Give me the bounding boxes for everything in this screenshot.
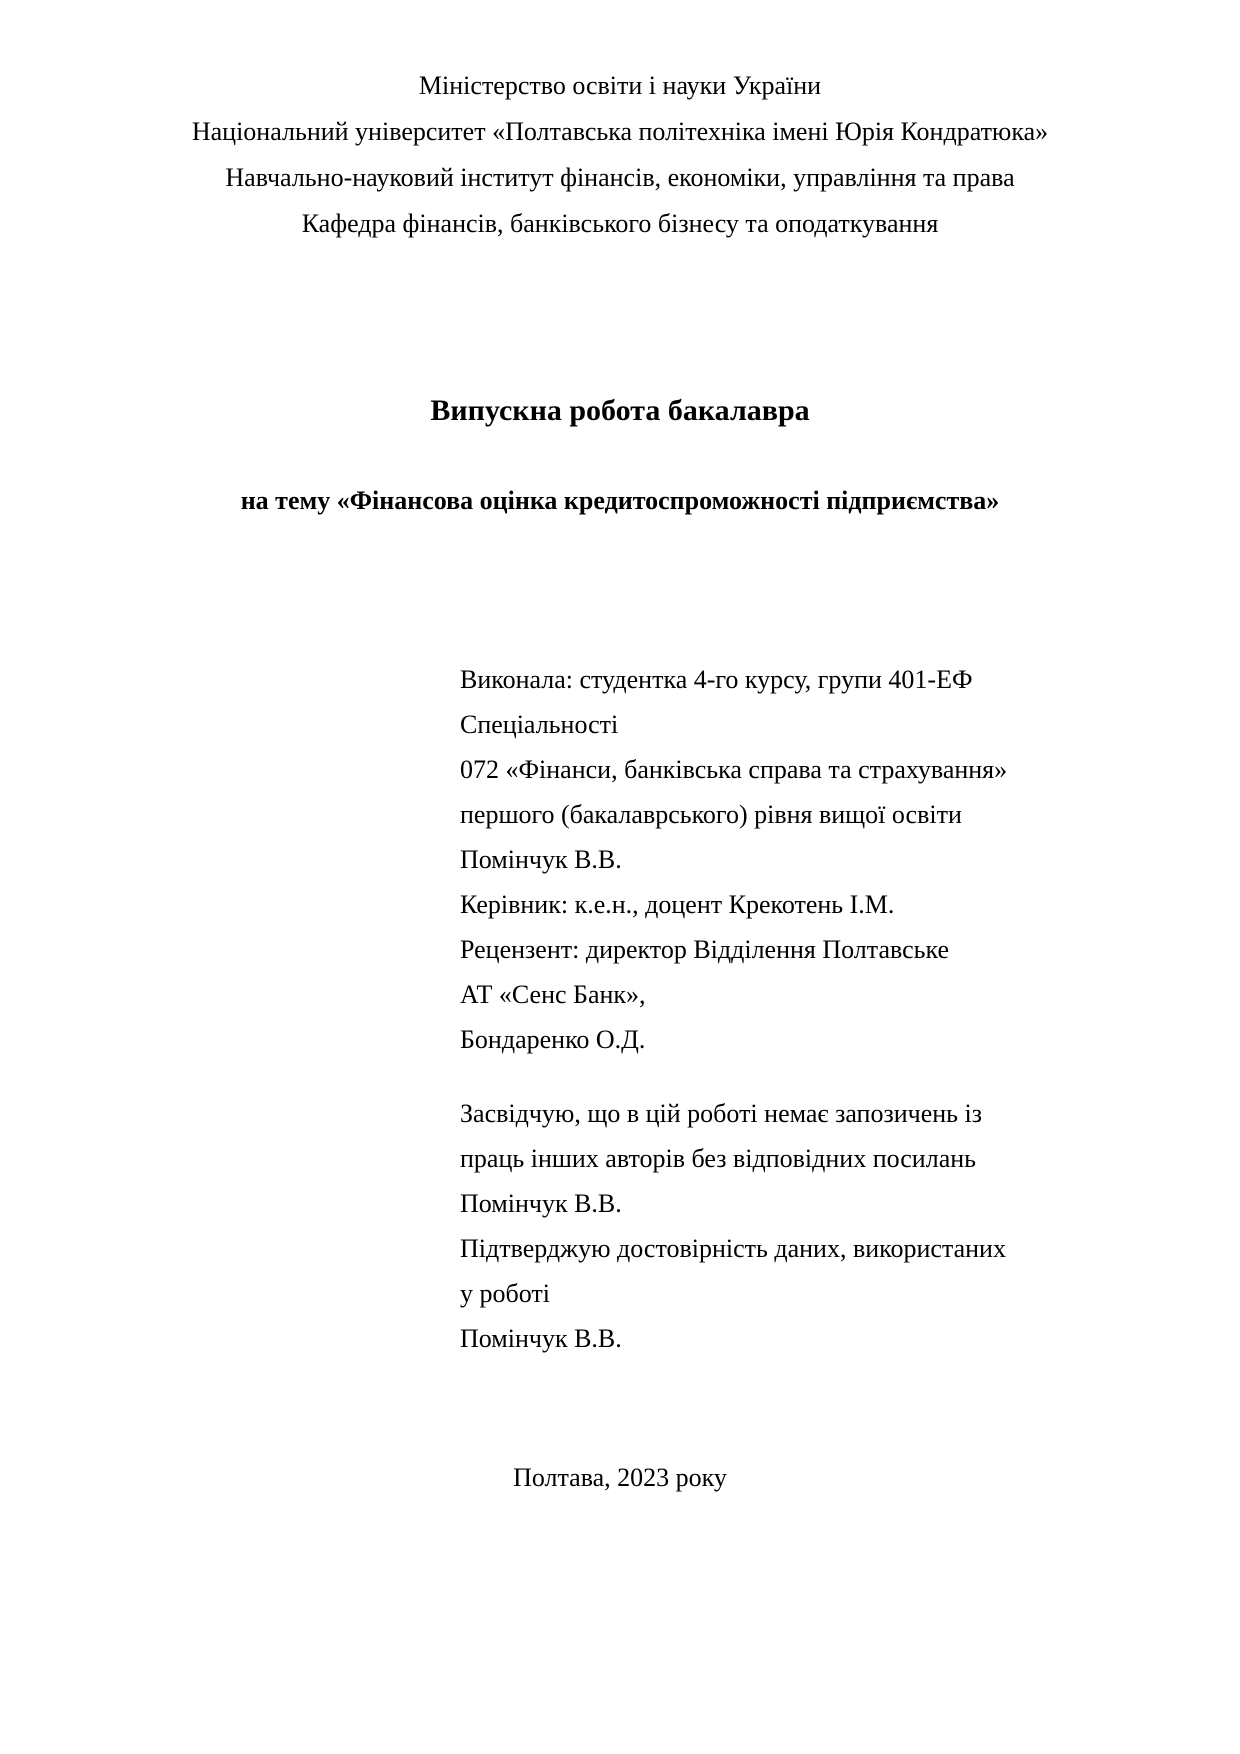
- attribution-line-reviewer: Рецензент: директор Відділення Полтавське: [460, 935, 950, 964]
- header-line-ministry: Міністерство освіти і науки України: [418, 71, 822, 100]
- declaration-line-data-accuracy-1: Підтверджую достовірність даних, використаних: [460, 1234, 1006, 1263]
- attribution-line-degree-level: першого (бакалаврського) рівня вищої освіти: [460, 800, 962, 829]
- attribution-line-specialty-label: Спеціальності: [460, 710, 619, 739]
- thesis-title: Випускна робота бакалавра: [430, 394, 810, 427]
- declaration-line-no-plagiarism-2: праць інших авторів без відповідних посилань: [460, 1144, 977, 1173]
- attribution-line-reviewer-name: Бондаренко О.Д.: [460, 1025, 646, 1054]
- attribution-line-supervisor: Керівник: к.е.н., доцент Крекотень І.М.: [460, 890, 895, 919]
- declaration-signature-2: Помінчук В.В.: [460, 1324, 622, 1353]
- attribution-line-specialty-code: 072 «Фінанси, банківська справа та страхування»: [460, 755, 1008, 784]
- header-line-institute: Навчально-науковий інститут фінансів, економіки, управління та права: [225, 163, 1015, 192]
- declaration-line-no-plagiarism-1: Засвідчую, що в цій роботі немає запозичень із: [460, 1099, 983, 1128]
- attribution-block: [460, 657, 1140, 1062]
- attribution-line-author: Виконала: студентка 4-го курсу, групи 401-ЕФ: [460, 665, 973, 694]
- declaration-block: [460, 1091, 1160, 1361]
- declaration-signature-1: Помінчук В.В.: [460, 1189, 622, 1218]
- declaration-line-data-accuracy-2: у роботі: [460, 1279, 550, 1308]
- header-line-university: Національний університет «Полтавська політехніка імені Юрія Кондратюка»: [191, 117, 1049, 146]
- footer-place-year: Полтава, 2023 року: [513, 1463, 727, 1492]
- header-line-department: Кафедра фінансів, банківського бізнесу та оподаткування: [301, 209, 939, 238]
- attribution-line-reviewer-bank: АТ «Сенс Банк»,: [460, 980, 646, 1009]
- document-header: [0, 63, 1240, 247]
- thesis-topic: на тему «Фінансова оцінка кредитоспроможності підприємства»: [240, 486, 1000, 515]
- attribution-line-author-name: Помінчук В.В.: [460, 845, 622, 874]
